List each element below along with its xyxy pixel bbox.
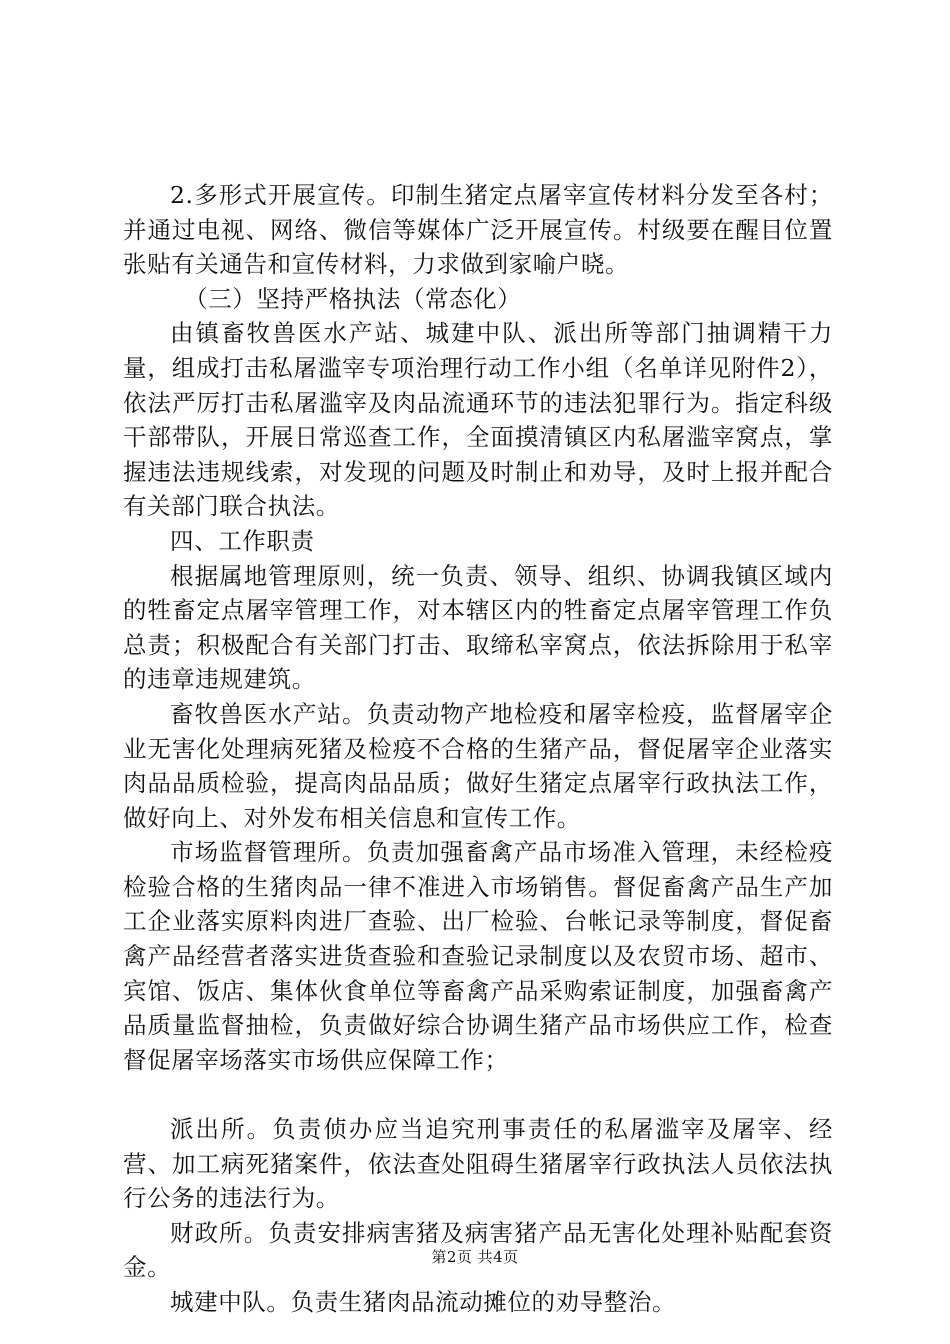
paragraph-territorial: 根据属地管理原则，统一负责、领导、组织、协调我镇区域内的牲畜定点屠宰管理工作，对本辖区内的牲畜定点屠宰管理工作负总责；积极配合有关部门打击、取缔私宰窝点，依法拆除用于私宰的违章违规建筑。 [123,561,833,694]
section-heading-enforcement: （三）坚持严格执法（常态化） [184,284,522,313]
paragraph-police-station: 派出所。负责侦办应当追究刑事责任的私屠滥宰及屠宰、经营、加工病死猪案件，依法查处阻碍生猪屠宰行政执法人员依法执行公务的违法行为。 [123,1115,833,1213]
paragraph-market-supervision: 市场监督管理所。负责加强畜禽产品市场准入管理，未经检疫检验合格的生猪肉品一律不准进入市场销售。督促畜禽产品生产加工企业落实原料肉进厂查验、出厂检验、台帐记录等制度，督促畜禽产品经营者落实进货查验和查验记录制度以及农贸市场、超市、宾馆、饭店、集体伙食单位等畜禽产品采购索证制度，加强畜禽产品质量监督抽检，负责做好综合协调生猪产品市场供应工作，检查督促屠宰场落实市场供应保障工作； [123,838,833,1074]
paragraph-publicity: 2.多形式开展宣传。印制生猪定点屠宰宣传材料分发至各村；并通过电视、网络、微信等媒体广泛开展宣传。村级要在醒目位置张贴有关通告和宣传材料，力求做到家喻户晓。 [123,181,833,279]
paragraph-urban-team: 城建中队。负责生猪肉品流动摊位的劝导整治。 [170,1288,677,1316]
section-heading-duties: 四、工作职责 [170,526,315,555]
page-number-footer: 第2页 共4页 [431,1248,519,1266]
paragraph-finance: 财政所。负责安排病害猪及病害猪产品无害化处理补贴配套资金。 [123,1218,833,1282]
blank-line [123,1077,833,1112]
document-body [123,178,833,1320]
paragraph-animal-husbandry: 畜牧兽医水产站。负责动物产地检疫和屠宰检疫，监督屠宰企业无害化处理病死猪及检疫不合格的生猪产品，督促屠宰企业落实肉品品质检验，提高肉品品质；做好生猪定点屠宰行政执法工作，做好向上、对外发布相关信息和宣传工作。 [123,699,833,832]
paragraph-enforcement: 由镇畜牧兽医水产站、城建中队、派出所等部门抽调精干力量，组成打击私屠滥宰专项治理行动工作小组（名单详见附件2），依法严厉打击私屠滥宰及肉品流通环节的违法犯罪行为。指定科级干部带队，开展日常巡查工作，全面摸清镇区内私屠滥宰窝点，掌握违法违规线索，对发现的问题及时制止和劝导，及时上报并配合有关部门联合执法。 [123,319,833,521]
